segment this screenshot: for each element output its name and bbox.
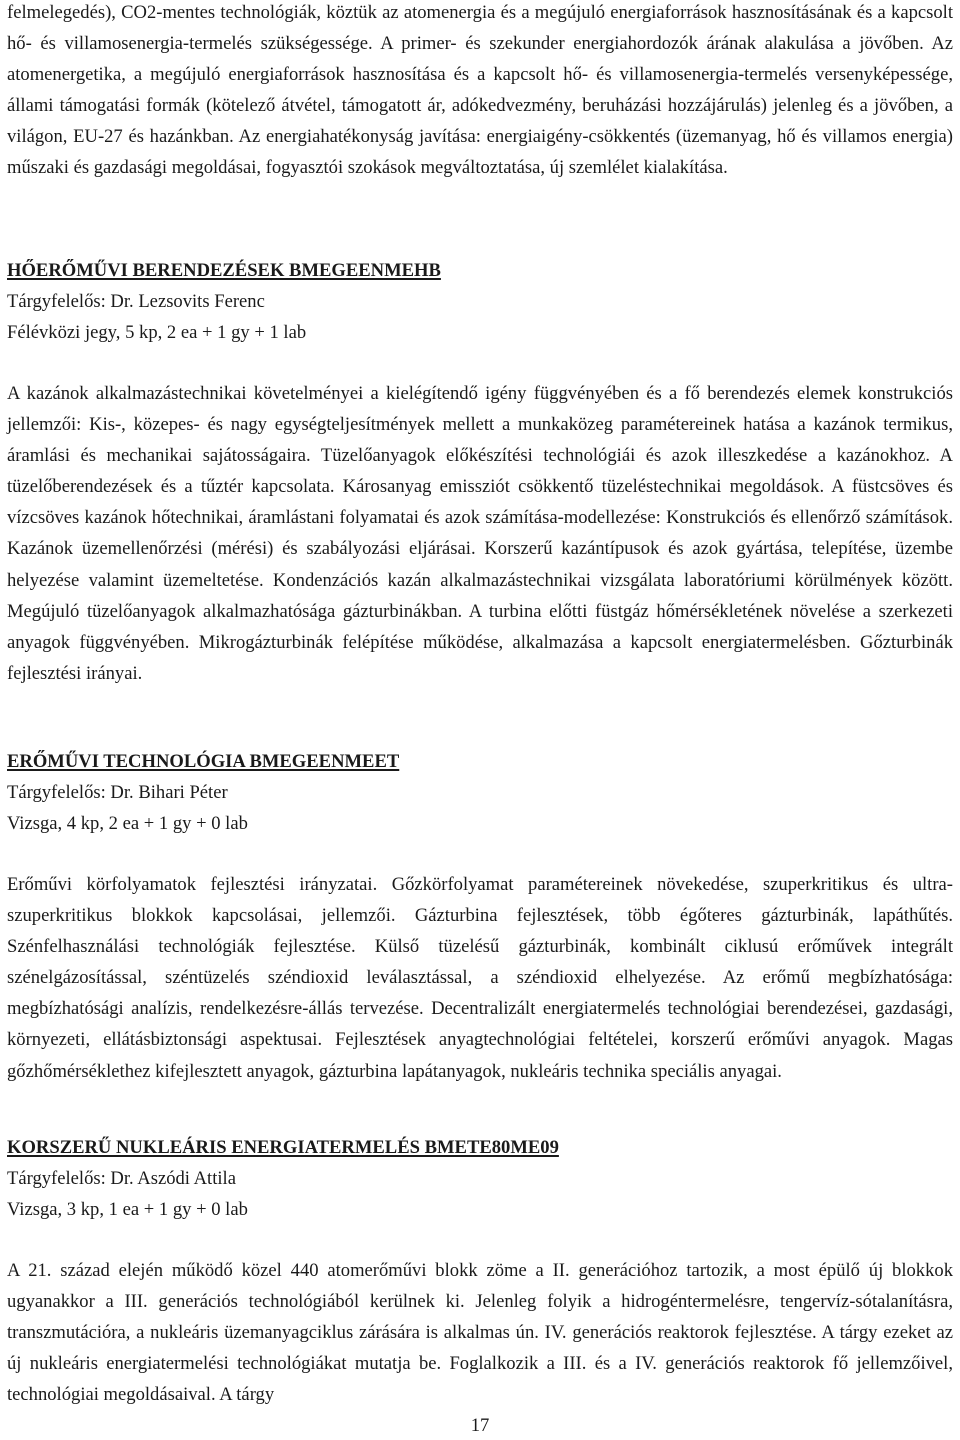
course-title: HŐERŐMŰVI BERENDEZÉSEK BMEGEENMEHB (7, 260, 441, 281)
course-section-power-plant-technology (7, 746, 953, 1087)
course-description: Erőművi körfolyamatok fejlesztési irányzatai. Gőzkörfolyamat paramétereinek növekedése, szuperkritikus és ultra-szuperkritikus blokkok kapcsolásai, jellemzői. Gázturbina fejlesztések, több égőteres gázturbinák, lapáthűtés. Szénfelhasználási technológiák fejlesztése. Külső tüzelésű gázturbinák, kombinált ciklusú erőművek integrált szénelgázosítással, széntüzelés széndioxid leválasztással, a széndioxid elhelyezése. Az erőmű megbízhatósága: megbízhatósági analízis, rendelkezésre-állás tervezése. Decentralizált energiatermelés technológiai berendezései, gazdasági, környezeti, ellátásbiztonsági aspektusai. Fejlesztések anyagtechnológiai feltételei, korszerű erőművi anyagok. Magas gőzhőmérséklethez kifejlesztett anyagok, gázturbina lapátanyagok, nukleáris technika speciális anyagai. (7, 874, 953, 1082)
course-details: Vizsga, 4 kp, 2 ea + 1 gy + 0 lab (7, 813, 248, 834)
course-section-heat-power-equipment (7, 255, 953, 689)
course-description: A 21. század elején működő közel 440 atomerőművi blokk zöme a II. generációhoz tartozik, a most épülő új blokkok ugyanakkor a III. generációs technológiából kerülnek ki. Jelenleg folyik a hidrogéntermelésre, tengervíz-sótalanításra, transzmutációra, a nukleáris üzemanyagciklus zárására is alkalmas ún. IV. generációs reaktorok fejlesztése. A tárgy ezeket az új nukleáris energiatermelési technológiákat mutatja be. Foglalkozik a III. és a IV. generációs reaktorok fő jellemzőivel, technológiai megoldásaival. A tárgy (7, 1260, 953, 1406)
course-responsible: Tárgyfelelős: Dr. Aszódi Attila (7, 1168, 236, 1189)
page-number: 17 (470, 1415, 490, 1436)
course-responsible: Tárgyfelelős: Dr. Lezsovits Ferenc (7, 291, 265, 312)
course-details: Félévközi jegy, 5 kp, 2 ea + 1 gy + 1 lab (7, 322, 307, 343)
intro-paragraph: felmelegedés), CO2-mentes technológiák, köztük az atomenergia és a megújuló energiaforrások hasznosításának és a kapcsolt hő- és villamosenergia-termelés szükségessége. A primer- és szekunder energiahordozók árának alakulása a jövőben. Az atomenergetika, a megújuló energiaforrások hasznosítása és a kapcsolt hő- és villamosenergia-termelés versenyképessége, állami támogatási formák (kötelező átvétel, támogatott ár, adókedvezmény, beruházási hozzájárulás) jelenleg és a jövőben, a világon, EU-27 és hazánkban. Az energiahatékonyság javítása: energiaigény-csökkentés (üzemanyag, hő és villamos energia) műszaki és gazdasági megoldásai, fogyasztói szokások megváltoztatása, új szemlélet kialakítása. (7, 2, 953, 179)
course-details: Vizsga, 3 kp, 1 ea + 1 gy + 0 lab (7, 1199, 248, 1220)
course-responsible: Tárgyfelelős: Dr. Bihari Péter (7, 782, 228, 803)
course-description: A kazánok alkalmazástechnikai követelményei a kielégítendő igény függvényében és a fő berendezés elemek konstrukciós jellemzői: Kis-, közepes- és nagy egységteljesítmények mellett a munkaközeg paramétereinek hatása a kazánok termikus, áramlási és mechanikai sajátosságaira. Tüzelőanyagok előkészítési technológiái és azok illeszkedése a kazánokhoz. A tüzelőberendezések és a tűztér kapcsolata. Károsanyag emissziót csökkentő tüzeléstechnikai megoldások. A füstcsöves és vízcsöves kazánok hőtechnikai, áramlástani folyamatai és azok számítása-modellezése: Konstrukciós és ellenőrző számítások. Kazánok üzemellenőrzési (mérési) és szabályozási eljárásai. Korszerű kazántípusok és azok gyártása, telepítése, üzembe helyezése valamint üzemeltetése. Kondenzációs kazán alkalmazástechnikai vizsgálata laboratóriumi körülmények között. Megújuló tüzelőanyagok alkalmazhatósága gázturbinákban. A turbina előtti füstgáz hőmérsékletének növelése a szerkezeti anyagok függvényében. Mikrogázturbinák felépítése működése, alkalmazása a kapcsolt energiatermelésben. Gőzturbinák fejlesztési irányai. (7, 383, 953, 684)
course-title: ERŐMŰVI TECHNOLÓGIA BMEGEENMEET (7, 751, 400, 772)
course-title: KORSZERŰ NUKLEÁRIS ENERGIATERMELÉS BMETE80ME09 (7, 1137, 559, 1158)
course-section-modern-nuclear-energy (7, 1132, 953, 1410)
